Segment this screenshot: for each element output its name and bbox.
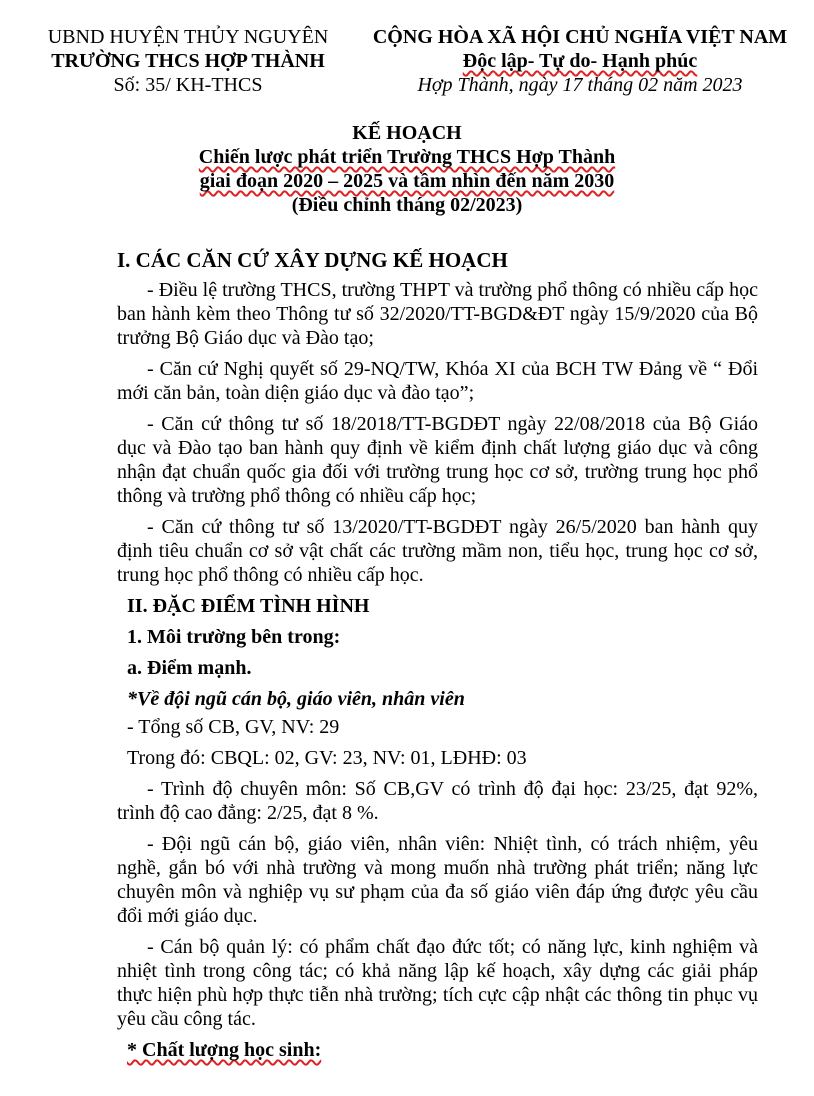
paragraph: - Cán bộ quản lý: có phẩm chất đạo đức tốt; có năng lực, kinh nghiệm và nhiệt tình trong công tác; có khả năng lập kế hoạch, xây dựng các giải pháp thực hiện phù hợp thực tiễn nhà trường; tích cực cập nhật các thông tin phục vụ yêu cầu công tác. (117, 936, 758, 1030)
staff-breakdown: Trong đó: CBQL: 02, GV: 23, NV: 01, LĐHĐ: 03 (127, 747, 527, 769)
national-motto: Độc lập- Tự do- Hạnh phúc (462, 50, 698, 72)
title-line-2: giai đoạn 2020 – 2025 và tầm nhìn đến năm 2030 (199, 170, 615, 192)
header-left (30, 25, 346, 97)
paragraph: - Điều lệ trường THCS, trường THPT và trường phổ thông có nhiều cấp học ban hành kèm theo Thông tư số 32/2020/TT-BGD&ĐT ngày 15/9/2020 của Bộ trưởng Bộ Giáo dục và Đào tạo; (117, 279, 758, 349)
header-right (360, 25, 800, 97)
document-number: Số: 35/ KH-THCS (113, 74, 263, 96)
staff-heading: *Về đội ngũ cán bộ, giáo viên, nhân viên (127, 688, 465, 710)
student-quality-heading: * Chất lượng học sinh: (127, 1039, 322, 1061)
paragraph: - Căn cứ thông tư số 18/2018/TT-BGDĐT ngày 22/08/2018 của Bộ Giáo dục và Đào tạo ban hành quy định về kiểm định chất lượng giáo dục và công nhận đạt chuẩn quốc gia đối với trường trung học cơ sở, trường trung học phổ thông và trường phổ thông có nhiều cấp học; (117, 413, 758, 507)
school-name: TRƯỜNG THCS HỢP THÀNH (51, 50, 325, 72)
paragraph: - Đội ngũ cán bộ, giáo viên, nhân viên: Nhiệt tình, có trách nhiệm, yêu nghề, gắn bó với nhà trường và mong muốn nhà trường phát triển; năng lực chuyên môn và nghiệp vụ sư phạm của đa số giáo viên đáp ứng được yêu cầu đổi mới giáo dục. (117, 833, 758, 927)
nation-name: CỘNG HÒA XÃ HỘI CHỦ NGHĨA VIỆT NAM (372, 26, 788, 48)
subsection-1: 1. Môi trường bên trong: (127, 626, 341, 648)
paragraph: - Căn cứ Nghị quyết số 29-NQ/TW, Khóa XI của BCH TW Đảng về “ Đổi mới căn bản, toàn diện giáo dục và đào tạo”; (117, 358, 758, 404)
section-2-heading: II. ĐẶC ĐIỂM TÌNH HÌNH (127, 595, 370, 617)
document-title (0, 121, 814, 217)
place-date: Hợp Thành, ngày 17 tháng 02 năm 2023 (417, 74, 743, 96)
section-1-heading: I. CÁC CĂN CỨ XÂY DỰNG KẾ HOẠCH (117, 248, 508, 272)
staff-total: - Tổng số CB, GV, NV: 29 (127, 716, 340, 738)
title-line-3: (Điều chỉnh tháng 02/2023) (291, 194, 523, 216)
document-body (117, 248, 758, 1069)
title-type: KẾ HOẠCH (352, 122, 462, 144)
title-line-1: Chiến lược phát triển Trường THCS Hợp Thành (198, 146, 616, 168)
paragraph: - Trình độ chuyên môn: Số CB,GV có trình độ đại học: 23/25, đạt 92%, trình độ cao đẳng: 2/25, đạt 8 %. (117, 778, 758, 824)
paragraph: - Căn cứ thông tư số 13/2020/TT-BGDĐT ngày 26/5/2020 ban hành quy định tiêu chuẩn cơ sở vật chất các trường mầm non, tiểu học, trung học cơ sở, trung học phổ thông có nhiều cấp học. (117, 516, 758, 586)
authority-name: UBND HUYỆN THỦY NGUYÊN (47, 26, 329, 48)
subsection-a: a. Điểm mạnh. (127, 657, 252, 679)
